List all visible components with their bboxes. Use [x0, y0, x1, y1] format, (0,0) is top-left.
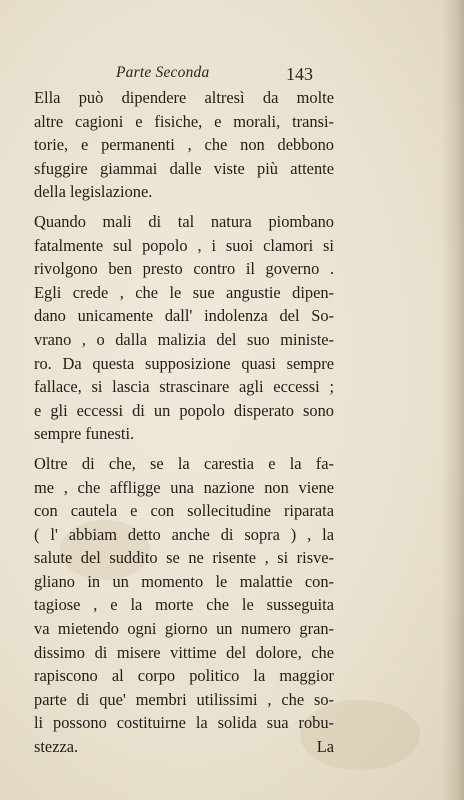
binding-shadow — [442, 0, 464, 800]
text-line: Egli crede , che le sue angustie dipen- — [34, 282, 334, 302]
body-text — [34, 86, 334, 759]
text-line: sempre funesti. — [34, 424, 135, 444]
text-line: ( l' abbiam detto anche di sopra ) , la — [34, 524, 334, 544]
text-line: va mietendo ogni giorno un numero gran- — [34, 619, 334, 639]
text-line: gliano in un momento le malattie con- — [34, 571, 334, 591]
text-line: rapiscono al corpo politico la maggior — [34, 666, 334, 686]
text-line: altre cagioni e fisiche, e morali, transi- — [34, 111, 334, 131]
text-line: vrano , o dalla malizia del suo ministe- — [34, 329, 334, 349]
text-line: Ella può dipendere altresì da molte — [34, 88, 334, 107]
text-line: Quando mali di tal natura piombano — [34, 211, 334, 231]
page-number: 143 — [286, 64, 313, 84]
text-line: ro. Da questa supposizione quasi sempre — [34, 353, 334, 373]
text-line: della legislazione. — [34, 182, 153, 202]
text-line: dissimo di misere vittime del dolore, che — [34, 642, 334, 662]
text-line: li possono costituirne la solida sua robu- — [34, 713, 334, 733]
page-header — [0, 64, 464, 88]
text-line: me , che affligge una nazione non viene — [34, 477, 334, 497]
text-line: sfuggire giammai dalle viste più attente — [34, 158, 334, 178]
running-head: Parte Seconda — [116, 64, 210, 81]
text-line: Oltre di che, se la carestia e la fa- — [34, 453, 334, 473]
text-line: tagiose , e la morte che le susseguita — [34, 595, 334, 615]
catchword: La — [316, 737, 334, 757]
text-line: parte di que' membri utilissimi , che so- — [34, 689, 334, 709]
text-line: con cautela e con sollecitudine riparata — [34, 501, 334, 521]
text-line: stezza. — [34, 737, 79, 757]
text-line: fatalmente sul popolo , i suoi clamori si — [34, 235, 334, 255]
text-line: rivolgono ben presto contro il governo . — [34, 259, 334, 279]
text-line: salute del suddito se ne risente , si risve- — [34, 548, 334, 568]
text-line: e gli eccessi di un popolo disperato sono — [34, 400, 334, 420]
text-line: torie, e permanenti , che non debbono — [34, 135, 334, 155]
text-line: dano unicamente dall' indolenza del So- — [34, 306, 334, 326]
text-line: fallace, si lascia strascinare agli eccessi ; — [34, 377, 334, 397]
